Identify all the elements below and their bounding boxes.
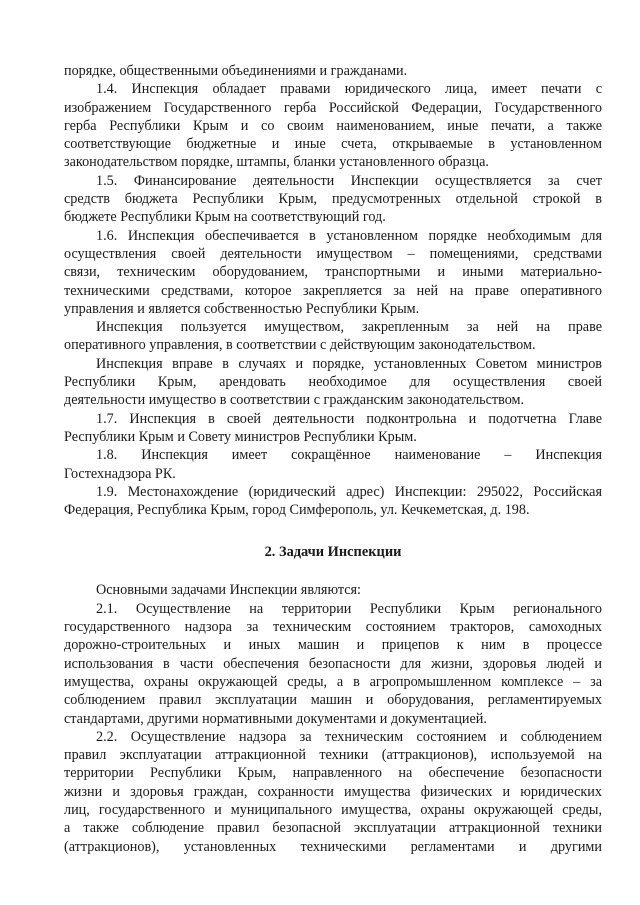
text-line: Инспекция вправе в случаях и порядке, установленных Советом министров [96,355,602,372]
text-line: Федерация, Республика Крым, город Симферополь, ул. Кечкеметская, д. 198. [64,502,530,519]
text-line: соблюдением правил эксплуатации машин и оборудования, регламентируемых [64,692,602,709]
spacer [64,519,602,541]
text-line: управления и является собственностью Республики Крым. [64,300,420,317]
section-2-text [64,581,602,855]
text-line: (аттракционов), установленных техническими регламентами и другими [64,838,602,855]
text-line: Республики Крым, арендовать необходимое для осуществления своей [64,374,602,391]
text-line: 1.6. Инспекция обеспечивается в установленном порядке необходимым для [96,227,602,244]
text-line: техническими средствами, которое закрепляется за ней на праве оперативного [64,282,602,299]
text-line: деятельности имущество в соответствии с гражданским законодательством. [64,392,525,409]
section-2-heading: 2. Задачи Инспекции [264,544,402,561]
text-line: 1.9. Местонахождение (юридический адрес) Инспекции: 295022, Российская [96,483,602,500]
text-line: Республики Крым и Совету министров Республики Крым. [64,428,417,445]
spacer [64,561,602,581]
section-1-text [64,62,602,519]
text-line: имущества, охраны окружающей среды, а в агропромышленном комплексе – за [64,673,602,690]
text-line: 2.1. Осуществление на территории Республики Крым регионального [96,600,602,617]
text-line: порядке, общественными объединениями и гражданами. [64,63,408,79]
text-line: жизни и здоровья граждан, сохранности имущества физических и юридических [64,783,602,800]
text-line: средств бюджета Республики Крым, предусмотренных отдельной строкой в [64,191,602,208]
text-line: 2.2. Осуществление надзора за техническим состоянием и соблюдением [96,728,602,745]
text-line: Инспекция пользуется имуществом, закрепленным за ней на праве [96,319,602,336]
text-line: 1.5. Финансирование деятельности Инспекции осуществляется за счет [96,172,602,189]
text-line: бюджете Республики Крым на соответствующий год. [64,209,386,226]
text-line: 1.4. Инспекция обладает правами юридического лица, имеет печати с [96,81,602,98]
text-line: связи, техническим оборудованием, транспортными и иными материально- [64,264,602,281]
text-line: использования в части обеспечения безопасности для жизни, здоровья людей и [64,655,602,672]
text-line: территории Республики Крым, направленного на обеспечение безопасности [64,765,602,782]
text-line: оперативного управления, в соответствии с действующим законодательством. [64,337,536,354]
text-line: а также соблюдение правил безопасной эксплуатации аттракционной техники [64,820,602,837]
text-line: лиц, государственного и муниципального имущества, охраны окружающей среды, [64,801,602,818]
text-line: Гостехнадзора РК. [64,465,176,482]
text-line: законодательством порядке, штампы, бланки установленного образца. [64,154,489,171]
text-line: соответствующие бюджетные и иные счета, открываемые в установленном [64,136,602,153]
text-line: правил эксплуатации аттракционной техники (аттракционов), используемой на [64,747,602,764]
text-line: 1.8. Инспекция имеет сокращённое наименование – Инспекция [96,447,602,464]
text-line: дорожно-строительных и иных машин и прицепов к ним в процессе [64,637,602,654]
text-line: Основными задачами Инспекции являются: [96,582,362,599]
text-line: стандартами, другими нормативными документами и документацией. [64,710,487,727]
text-line: герба Республики Крым и со своим наименованием, иные печати, а также [64,117,602,134]
text-line: 1.7. Инспекция в своей деятельности подконтрольна и подотчетна Главе [96,410,602,427]
text-line: изображением Государственного герба Российской Федерации, Государственного [64,99,602,116]
text-line: осуществления своей деятельности имуществом – помещениями, средствами [64,245,602,262]
text-line: государственного надзора за техническим состоянием тракторов, самоходных [64,619,602,636]
